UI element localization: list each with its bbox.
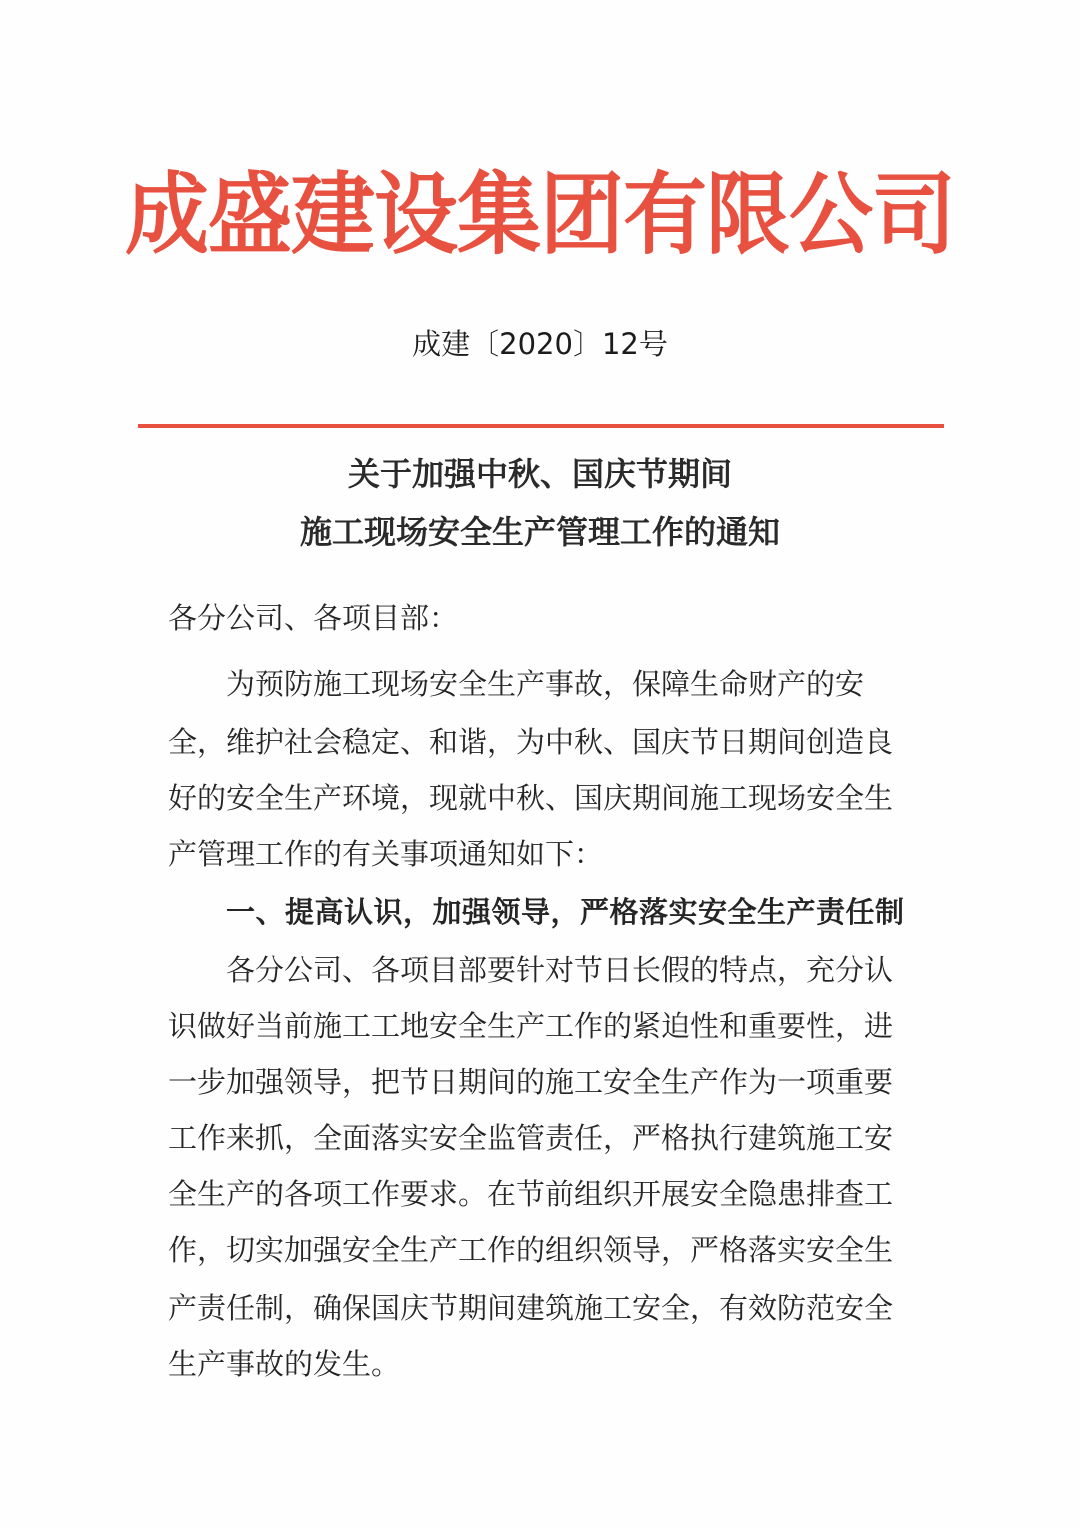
paragraph-line: 全，维护社会稳定、和谐，为中秋、国庆节日期间创造良 <box>168 725 894 759</box>
letterhead-company-name: 成盛建设集团有限公司 <box>124 163 955 267</box>
paragraph-line: 产管理工作的有关事项通知如下： <box>168 837 604 871</box>
section-paragraph-line: 全生产的各项工作要求。在节前组织开展安全隐患排查工 <box>168 1177 894 1211</box>
section-paragraph-line: 产责任制，确保国庆节期间建筑施工安全，有效防范安全 <box>168 1291 894 1325</box>
section-paragraph-line: 识做好当前施工工地安全生产工作的紧迫性和重要性，进 <box>168 1009 894 1043</box>
document-title-line-2: 施工现场安全生产管理工作的通知 <box>299 513 780 551</box>
section-paragraph-line: 工作来抓，全面落实安全监管责任，严格执行建筑施工安 <box>168 1121 894 1155</box>
document-title-line-1: 关于加强中秋、国庆节期间 <box>347 455 732 493</box>
section-paragraph-line: 生产事故的发生。 <box>168 1347 401 1381</box>
paragraph-line: 为预防施工现场安全生产事故，保障生命财产的安 <box>226 667 865 701</box>
red-separator-line <box>138 424 944 428</box>
salutation: 各分公司、各项目部： <box>168 601 459 635</box>
section-paragraph-line: 作，切实加强安全生产工作的组织领导，严格落实安全生 <box>168 1233 894 1267</box>
section-paragraph-line: 各分公司、各项目部要针对节日长假的特点，充分认 <box>226 953 894 987</box>
document-number: 成建〔2020〕12号 <box>412 327 668 361</box>
section-paragraph-line: 一步加强领导，把节日期间的施工安全生产作为一项重要 <box>168 1065 894 1099</box>
section-heading: 一、提高认识，加强领导，严格落实安全生产责任制 <box>226 895 905 929</box>
paragraph-line: 好的安全生产环境，现就中秋、国庆期间施工现场安全生 <box>168 781 894 815</box>
